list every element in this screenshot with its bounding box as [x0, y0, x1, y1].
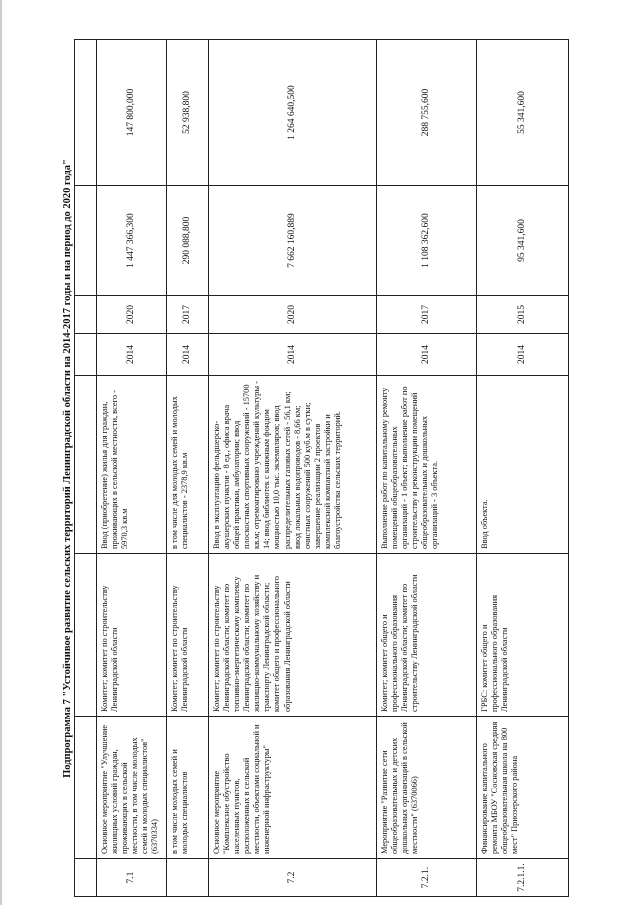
plan-amount: 290 088,800: [167, 186, 209, 296]
end-year: 2020: [97, 296, 167, 334]
row-number: [167, 859, 209, 897]
plan-amount: 95 341,600: [477, 186, 569, 296]
fact-amount: 288 755,600: [377, 40, 477, 186]
measures-table: [74, 39, 569, 897]
expected-result: в том числе для молодых семей и молодых специалистов - 2378,9 кв.м: [167, 376, 209, 554]
start-year: 2014: [209, 334, 377, 376]
executor: Комитет; комитет по строительству Ленинградской области; комитет по топливно-энергетическому комплексу Ленинградской области; комитет по жилищно-коммунальному хозяйству и транспорту Ленинградской области; комитет общего и профессионального образования Ленинградской области: [209, 554, 377, 717]
executor: Комитет; комитет по строительству Ленинградской области: [97, 554, 167, 717]
start-year: 2014: [167, 334, 209, 376]
table-row: [477, 40, 569, 897]
row-number: 7.2.1.1.: [477, 859, 569, 897]
measure-name: Мероприятие "Развитие сети общеобразовательных и детских дошкольных организаций в сельской местности" (6370066): [377, 717, 477, 859]
start-year: 2014: [97, 334, 167, 376]
table-row: [97, 40, 167, 897]
fact-amount: 55 341,600: [477, 40, 569, 186]
measure-name: Основное мероприятие "Улучшение жилищных условий граждан, проживающих в сельской местности, в том числе молодых семей и молодых специалистов" (6370334): [97, 717, 167, 859]
start-year: 2014: [477, 334, 569, 376]
start-year: [75, 334, 97, 376]
end-year: [75, 296, 97, 334]
row-number: 7.2.1.: [377, 859, 477, 897]
expected-result: Ввод объекта.: [477, 376, 569, 554]
start-year: 2014: [377, 334, 477, 376]
fact-amount: 147 800,000: [97, 40, 167, 186]
executor: [75, 554, 97, 717]
expected-result: Ввод (приобретение) жилья для граждан, проживающих в сельской местности, всего - 5970,3 кв.м: [97, 376, 167, 554]
plan-amount: [75, 186, 97, 296]
table-row: [377, 40, 477, 897]
executor: ГРБС: комитет общего и профессионального образования Ленинградской области: [477, 554, 569, 717]
expected-result: Выполнение работ по капитальному ремонту помещений общеобразовательных организаций - 1 объект; выполнение работ по строительству и реконструкции помещений общеобразовательных и дошкольных организаций - 3 объекта.: [377, 376, 477, 554]
executor: Комитет; комитет общего и профессионального образования Ленинградской области; комитет по строительству Ленинградской области: [377, 554, 477, 717]
plan-amount: 1 447 366,300: [97, 186, 167, 296]
end-year: 2020: [209, 296, 377, 334]
end-year: 2017: [167, 296, 209, 334]
row-number: 7.1: [97, 859, 167, 897]
measure-name: в том числе молодых семей и молодых специалистов: [167, 717, 209, 859]
measure-name: Основное мероприятие "Комплексное обустройство населенных пунктов, расположенных в сельской местности, объектами социальной и инженерной инфраструктуры": [209, 717, 377, 859]
table-row: [75, 40, 97, 897]
plan-amount: 7 662 160,889: [209, 186, 377, 296]
row-number: 7.2: [209, 859, 377, 897]
expected-result: [75, 376, 97, 554]
fact-amount: [75, 40, 97, 186]
end-year: 2017: [377, 296, 477, 334]
executor: Комитет; комитет по строительству Ленинградской области: [167, 554, 209, 717]
subprogram-caption: Подпрограмма 7 "Устойчивое развитие сельских территорий Ленинградской области на 2014-2017 годы и на период до 2020 года": [62, 159, 73, 778]
measure-name: [75, 717, 97, 859]
table-row: [209, 40, 377, 897]
fact-amount: 52 938,800: [167, 40, 209, 186]
measure-name: Финансирование капитального ремонта МБОУ "Сосновская средняя общеобразовательная школа на 800 мест" Приозерского района: [477, 717, 569, 859]
expected-result: Ввод в эксплуатацию фельдшерско-акушерских пунктов - 8 ед., офиса врача общей практики, амбулатории; ввод плоскостных спортивных сооружений - 15700 кв.м; отремонтировано учреждений культуры - 14; ввод библиотек с книжным фондом мощностью 10,0 тыс. экземпляров; ввод распределительных газовых сетей - 56,1 км; ввод локальных водопроводов - 8,66 км; очистных сооружений 500 куб.м в сутки; завершение реализации 2 проектов комплексной компактной застройки и благоустройства сельских территорий.: [209, 376, 377, 554]
plan-amount: 1 108 362,600: [377, 186, 477, 296]
fact-amount: 1 264 640,500: [209, 40, 377, 186]
end-year: 2015: [477, 296, 569, 334]
table-row: [167, 40, 209, 897]
row-number: [75, 859, 97, 897]
